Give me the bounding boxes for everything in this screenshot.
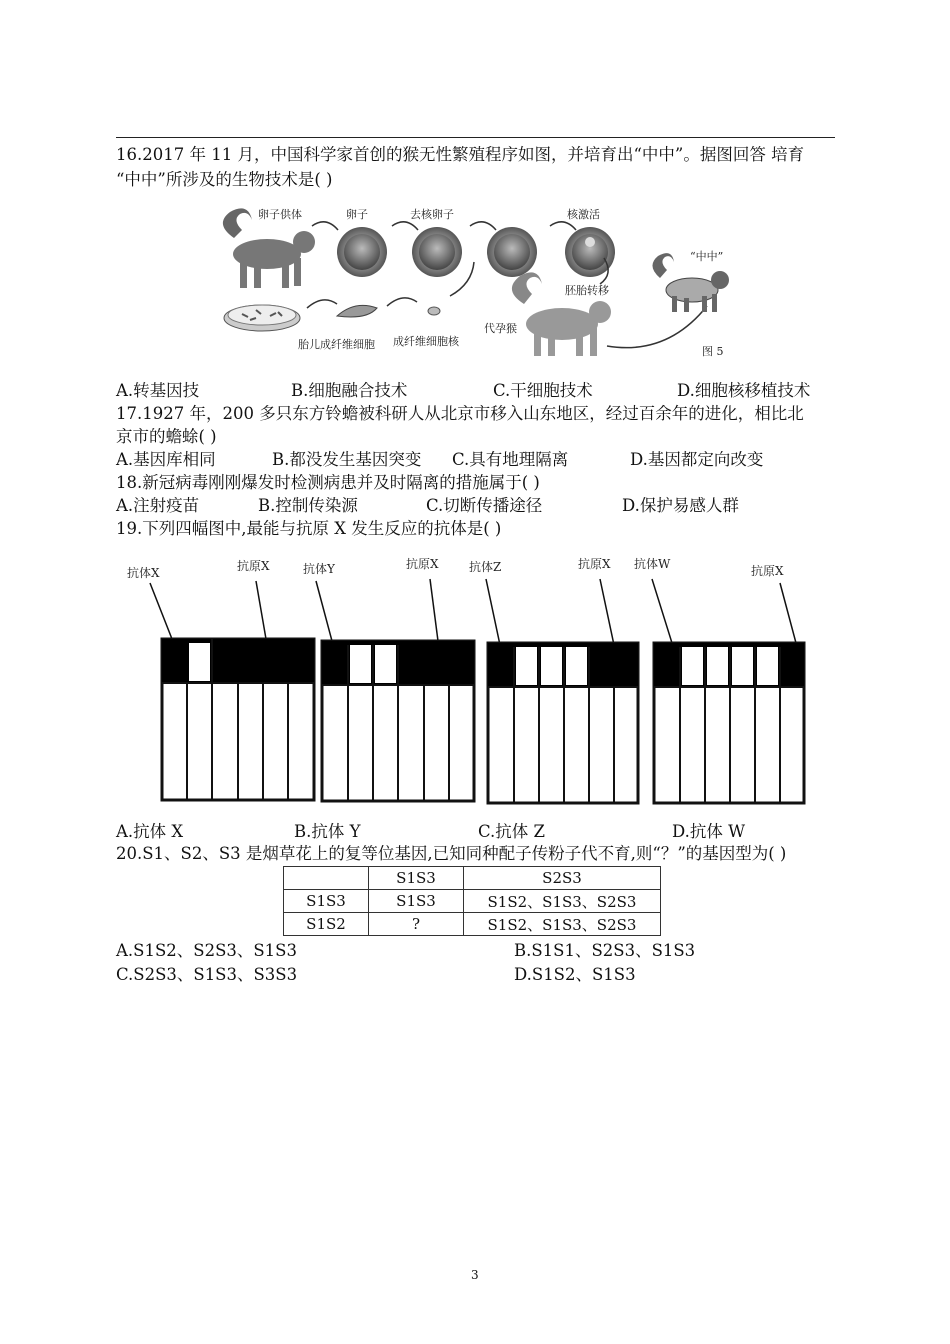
q17-option-d: D.基因都定向改变 — [630, 450, 764, 469]
page-number: 3 — [471, 1268, 479, 1282]
q18-option-b: B.控制传染源 — [258, 496, 358, 515]
fibroblast-cell-icon — [337, 305, 377, 317]
panel3-antigen-label: 抗原X — [578, 557, 611, 571]
panel4-antibody-label: 抗体W — [634, 557, 671, 571]
table-cell: S1S3 — [369, 890, 464, 913]
q17-option-a: A.基因库相同 — [116, 450, 216, 469]
panel-antibody-y — [322, 641, 474, 801]
antibody-panels — [120, 575, 820, 810]
label-zhongzhong: “中中” — [690, 250, 724, 263]
panel2-antibody-label: 抗体Y — [303, 562, 335, 576]
q19-option-b: B.抗体 Y — [294, 822, 361, 841]
q19-option-d: D.抗体 W — [672, 822, 746, 841]
q19-option-c: C.抗体 Z — [478, 822, 545, 841]
label-nucleus: 成纤维细胞核 — [393, 335, 459, 348]
q18-option-a: A.注射疫苗 — [116, 496, 200, 515]
table-row — [284, 913, 661, 936]
q16-stem-line2: “中中”所涉及的生物技术是( ) — [116, 170, 333, 189]
label-enucleated: 去核卵子 — [410, 208, 454, 221]
q17-option-b: B.都没发生基因突变 — [272, 450, 422, 469]
nucleus-icon — [428, 307, 440, 315]
q19-option-a: A.抗体 X — [116, 822, 184, 841]
table-cell: S1S3 — [284, 890, 369, 913]
panel4-antigen-label: 抗原X — [751, 564, 784, 578]
table-cell — [284, 867, 369, 890]
panel1-antibody-label: 抗体X — [127, 566, 160, 580]
panel2-antigen-label: 抗原X — [406, 557, 439, 571]
figure-caption: 图 5 — [702, 345, 724, 358]
table-cell: S1S2、S1S3、S2S3 — [464, 890, 661, 913]
q20-option-d: D.S1S2、S1S3 — [514, 965, 636, 984]
label-surrogate: 代孕猴 — [484, 322, 517, 335]
panel-antibody-z — [488, 643, 638, 803]
panel-antibody-x — [162, 639, 314, 800]
genotype-table — [283, 866, 661, 936]
q16-option-a: A.转基因技 — [116, 381, 200, 400]
petri-dish-icon — [224, 305, 300, 331]
q16-option-d: D.细胞核移植技术 — [677, 381, 811, 400]
q18-stem: 18.新冠病毒刚刚爆发时检测病患并及时隔离的措施属于( ) — [116, 473, 540, 492]
reconstructed-egg-icon — [487, 227, 537, 277]
q16-stem-line1: 16.2017 年 11 月，中国科学家首创的猴无性繁殖程序如图，并培育出“中中”。据图回答 培育 — [116, 145, 805, 164]
q20-option-c: C.S2S3、S1S3、S3S3 — [116, 965, 298, 984]
q20-stem: 20.S1、S2、S3 是烟草花上的复等位基因,已知同种配子传粉子代不育,则“？”的基因型为( ) — [116, 844, 787, 863]
panel-antibody-w — [654, 643, 804, 803]
q16-option-b: B.细胞融合技术 — [291, 381, 408, 400]
q17-stem-line1: 17.1927 年，200 多只东方铃蟾被科研人从北京市移入山东地区，经过百余年的进化，相比北 — [116, 404, 804, 423]
q18-option-c: C.切断传播途径 — [426, 496, 543, 515]
enucleated-egg-icon — [412, 227, 462, 277]
q16-option-c: C.干细胞技术 — [493, 381, 593, 400]
egg-icon — [337, 227, 387, 277]
q17-option-c: C.具有地理隔离 — [452, 450, 569, 469]
label-transfer: 胚胎转移 — [565, 284, 609, 297]
label-egg: 卵子 — [346, 208, 368, 221]
label-donor: 卵子供体 — [258, 208, 302, 221]
table-cell: S1S2 — [284, 913, 369, 936]
q17-stem-line2: 京市的蟾蜍( ) — [116, 427, 217, 446]
top-rule — [116, 137, 835, 138]
panel1-antigen-label: 抗原X — [237, 559, 270, 573]
q20-option-b: B.S1S1、S2S3、S1S3 — [514, 941, 696, 960]
table-cell: S1S2、S1S3、S2S3 — [464, 913, 661, 936]
q19-stem: 19.下列四幅图中,最能与抗原 X 发生反应的抗体是( ) — [116, 519, 502, 538]
panel3-antibody-label: 抗体Z — [469, 560, 502, 574]
table-row — [284, 890, 661, 913]
q18-option-d: D.保护易感人群 — [622, 496, 739, 515]
table-cell: ? — [369, 913, 464, 936]
table-cell: S2S3 — [464, 867, 661, 890]
label-activation: 核激活 — [567, 208, 600, 221]
table-cell: S1S3 — [369, 867, 464, 890]
table-header-row — [284, 867, 661, 890]
label-fibroblast: 胎儿成纤维细胞 — [298, 338, 375, 351]
q20-option-a: A.S1S2、S2S3、S1S3 — [116, 941, 297, 960]
